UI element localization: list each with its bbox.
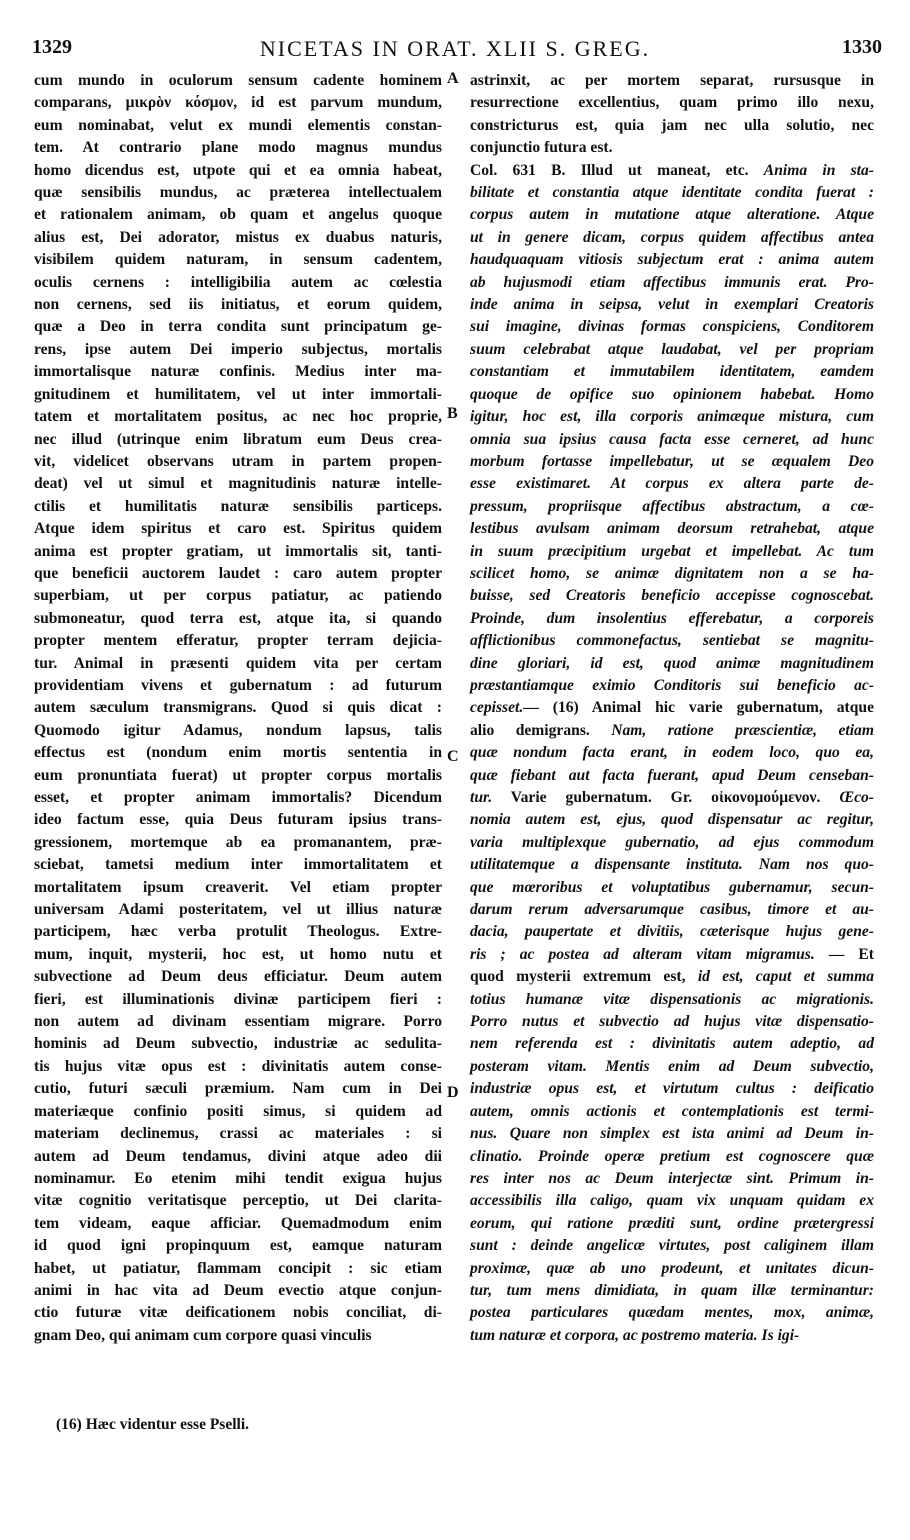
- italic-segment: quoque de opifice suo opinionem habebat. Homo: [470, 385, 874, 403]
- italic-segment: haudquaquam vitiosis subjectum erat : anima autem: [470, 251, 874, 269]
- text-line: esset, et propter animam immortalis? Dicendum: [34, 789, 442, 806]
- text-line: [470, 787, 874, 809]
- text-line: [470, 1213, 874, 1235]
- text-line: vit, videlicet observans utram in partem propen-: [34, 452, 442, 470]
- text-line: [470, 406, 874, 428]
- italic-segment: varia multiplexque gubernatio, ad ejus commodum: [470, 833, 874, 851]
- italic-segment: eorum, qui ratione præditi sunt, ordine prætergressi: [470, 1214, 874, 1232]
- text-line: anima est propter gratiam, ut immortalis sit, tanti-: [34, 542, 442, 560]
- text-segment: astrinxit, ac per mortem separat, rursusque in: [470, 72, 874, 89]
- text-line: [470, 316, 874, 338]
- text-line: [470, 742, 874, 764]
- text-line: [470, 966, 874, 988]
- italic-segment: res inter nos ac Deum interjectæ sint. Primum in-: [470, 1169, 874, 1187]
- page-number-right: 1330: [842, 36, 882, 58]
- italic-segment: utilitatemque a dispensante instituta. Nam nos quo-: [470, 856, 874, 874]
- text-segment: resurrectione excellentius, quam primo illo nexu,: [470, 94, 874, 112]
- italic-segment: tur.: [470, 789, 493, 806]
- italic-segment: tum naturæ et corpora, ac postremo materia. Is igi-: [470, 1326, 800, 1344]
- italic-segment: afflictionibus commonefactus, sentiebat se magnitu-: [470, 632, 874, 650]
- text-line: [470, 989, 874, 1011]
- text-line: providentiam vivens et gubernatum : ad futurum: [34, 676, 442, 694]
- text-line: [470, 1146, 874, 1168]
- text-line: propter mentem efferatur, propter terram dejicia-: [34, 632, 442, 650]
- footnote: (16) Hæc videntur esse Pselli.: [56, 1416, 250, 1433]
- text-line: [470, 765, 874, 787]
- italic-segment: accessibilis illa caligo, quam vix unquam quidam ex: [470, 1192, 874, 1210]
- text-line: [470, 272, 874, 294]
- italic-segment: bilitate et constantia atque identitate condita fuerat :: [470, 184, 874, 202]
- text-line: eum pronuntiata fuerat) ut propter corpus mortalis: [34, 766, 442, 784]
- text-line: comparans, μικρὸν κόσμον, id est parvum mundum,: [34, 94, 442, 112]
- text-line: [470, 1190, 874, 1212]
- text-segment: quod mysterii extremum est,: [470, 968, 698, 986]
- text-line: habet, ut patiatur, flammam concipit : sic etiam: [34, 1259, 442, 1277]
- text-line: eum nominabat, velut ex mundi elementis constan-: [34, 116, 442, 134]
- text-line: [470, 899, 874, 921]
- text-line: gnam Deo, qui animam cum corpore quasi vinculis: [34, 1326, 372, 1344]
- text-line: [470, 1280, 874, 1302]
- text-line: visibilem quidem naturam, in sensum cadentem,: [34, 251, 442, 269]
- italic-segment: buisse, sed Creatoris beneficio accepisse cognoscebat.: [470, 587, 874, 605]
- italic-segment: esse existimaret. At corpus ex altera parte de-: [470, 475, 874, 493]
- text-line: gnitudinem et humilitatem, vel ut inter immortali-: [34, 385, 442, 403]
- italic-segment: omnia sua ipsius causa facta esse cerneret, ad hunc: [470, 430, 874, 448]
- text-segment: Varie gubernatum. Gr. οἰκονομούμενον.: [492, 789, 840, 806]
- text-line: materiæque confinio positi simus, si quidem ad: [34, 1102, 442, 1120]
- text-line: [470, 182, 874, 204]
- italic-segment: lestibus avulsam animam deorsum retrahebat, atque: [470, 520, 874, 538]
- italic-segment: scilicet homo, se animæ dignitatem non a se ha-: [470, 564, 874, 582]
- italic-segment: Porro nutus et subvectio ad hujus vitæ dispensatio-: [470, 1013, 874, 1031]
- text-line: Atque idem spiritus et caro est. Spiritus quidem: [34, 520, 442, 538]
- text-line: fieri, est illuminationis divinæ participem fieri :: [34, 990, 442, 1008]
- text-line: effectus est (nondum enim mortis sententia in: [34, 744, 442, 762]
- text-segment: Col. 631 B. Illud ut maneat, etc.: [470, 161, 764, 179]
- text-line: [470, 720, 874, 742]
- left-column: [34, 70, 442, 1347]
- text-line: non cernens, sed iis initiatus, et eorum quidem,: [34, 296, 442, 314]
- text-line: nominamur. Eo etenim mihi tendit exigua hujus: [34, 1169, 442, 1187]
- text-line: mortalitatem ipsum creaverit. Vel etiam propter: [34, 878, 442, 896]
- italic-segment: posteram vitam. Mentis enim ad Deum subvectio,: [470, 1057, 874, 1075]
- italic-segment: que mœroribus et voluptatibus gubernamur, secun-: [470, 878, 874, 896]
- text-line: submoneatur, quod terra est, atque ita, si quando: [34, 609, 442, 627]
- text-line: alius est, Dei adorator, mistus ex duabus naturis,: [34, 228, 442, 246]
- text-line: [470, 1235, 874, 1257]
- text-line: [470, 518, 874, 540]
- page-number-left: 1329: [32, 36, 72, 58]
- text-line: id quod igni propinquum est, eamque naturam: [34, 1237, 442, 1255]
- text-line: quæ sensibilis mundus, ac præterea intellectualem: [34, 184, 442, 202]
- text-line: [470, 429, 874, 451]
- text-line: [470, 92, 874, 114]
- text-line: [470, 1078, 874, 1100]
- text-line: [470, 160, 874, 182]
- italic-segment: ut in genere dicam, corpus quidem affectibus antea: [470, 228, 874, 246]
- text-line: tatem et mortalitatem positus, ac nec hoc proprie,: [34, 408, 442, 426]
- text-line: materiam declinemus, crassi ac materiales : si: [34, 1125, 442, 1143]
- text-line: que beneficii auctorem laudet : caro autem propter: [34, 564, 442, 582]
- text-line: [470, 451, 874, 473]
- italic-segment: dine gloriari, id est, quod animæ magnitudinem: [470, 654, 874, 672]
- italic-segment: constantiam et immutabilem identitatem, eamdem: [470, 363, 874, 381]
- text-line: [470, 1056, 874, 1078]
- text-line: ctilis et humilitatis naturæ sensibilis particeps.: [34, 497, 442, 515]
- text-line: universam Adami posteritatem, vel ut illius naturæ: [34, 901, 442, 919]
- text-line: Quomodo igitur Adamus, nondum lapsus, talis: [34, 721, 442, 739]
- text-line: [470, 70, 874, 92]
- text-line: tem videam, eaque afficiar. Quemadmodum enim: [34, 1214, 442, 1232]
- text-line: [470, 541, 874, 563]
- text-line: tur. Animal in præsenti quidem vita per certam: [34, 654, 442, 672]
- text-line: nec illud (utrinque enim libratum eum Deus crea-: [34, 430, 442, 448]
- italic-segment: tur, tum mens dimidiata, in quam illæ terminantur:: [470, 1281, 874, 1299]
- italic-segment: nus. Quare non simplex est ista animi ad Deum in-: [470, 1125, 874, 1143]
- text-segment: alio demigrans.: [470, 721, 612, 739]
- text-line: [470, 630, 874, 652]
- italic-segment: ab hujusmodi etiam affectibus immunis erat. Pro-: [470, 273, 874, 291]
- text-segment: — (16) Animal hic varie gubernatum, atque: [523, 699, 874, 717]
- text-line: [470, 944, 874, 966]
- text-line: [470, 921, 874, 943]
- italic-segment: totius humanæ vitæ dispensationis ac migrationis.: [470, 990, 874, 1008]
- text-line: [470, 294, 874, 316]
- margin-letter-d: D: [447, 1084, 459, 1101]
- text-line: rens, ipse autem Dei imperio subjectus, mortalis: [34, 340, 442, 358]
- text-line: cum mundo in oculorum sensum cadente hominem: [34, 72, 442, 89]
- text-line: hominis ad Deum subvectio, industriæ ac sedulita-: [34, 1035, 442, 1053]
- italic-segment: Œco-: [839, 789, 874, 806]
- text-line: [470, 854, 874, 876]
- text-line: ideo factum esse, quia Deus futuram ipsius trans-: [34, 811, 442, 829]
- text-line: superbiam, ut per corpus patiatur, ac patiendo: [34, 587, 442, 605]
- text-line: [470, 115, 874, 137]
- text-line: vitæ cognitio veritatisque perceptio, ut Dei clarita-: [34, 1192, 442, 1210]
- italic-segment: quæ fiebant aut facta fuerant, apud Deum censeban-: [470, 766, 874, 784]
- text-line: [470, 339, 874, 361]
- text-line: mum, inquit, mysterii, hoc est, ut homo nutu et: [34, 945, 442, 963]
- margin-letter-b: B: [447, 405, 458, 422]
- running-title: NICETAS IN ORAT. XLII S. GREG.: [259, 36, 651, 61]
- italic-segment: Anima in sta-: [763, 161, 874, 179]
- italic-segment: clinatio. Proinde operæ pretium est cognoscere quæ: [470, 1147, 874, 1165]
- text-line: [470, 697, 874, 719]
- italic-segment: cepisset.: [470, 699, 524, 717]
- text-line: quæ a Deo in terra condita sunt principatum ge-: [34, 318, 442, 336]
- text-line: [470, 1123, 874, 1145]
- text-line: non autem ad divinam essentiam migrare. Porro: [34, 1013, 442, 1031]
- text-line: [470, 1302, 874, 1324]
- text-line: [470, 473, 874, 495]
- italic-segment: sunt : deinde angelicæ virtutes, post caliginem illam: [470, 1237, 874, 1255]
- italic-segment: dacia, paupertate et divitiis, cæterisque hujus gene-: [470, 923, 874, 941]
- italic-segment: morbum fortasse impellebatur, ut se æqualem Deo: [470, 452, 874, 470]
- text-segment: — Et: [814, 945, 874, 963]
- text-line: [470, 361, 874, 383]
- text-line: [470, 832, 874, 854]
- text-line: [470, 1325, 874, 1347]
- text-line: [470, 384, 874, 406]
- text-segment: conjunctio futura est.: [470, 139, 613, 157]
- text-line: [470, 137, 874, 159]
- text-line: participem, hæc verba protulit Theologus. Extre-: [34, 923, 442, 941]
- italic-segment: nomia autem est, ejus, quod dispensatur ac regitur,: [470, 811, 874, 829]
- italic-segment: quæ nondum facta erant, in eodem loco, quo ea,: [470, 744, 874, 762]
- italic-segment: præstantiamque eximio Conditoris sui beneficio ac-: [470, 676, 874, 694]
- italic-segment: sui imagine, divinas formas conspiciens, Conditorem: [470, 318, 874, 336]
- italic-segment: ris ; ac postea ad alteram vitam migramus.: [470, 945, 815, 963]
- text-line: [470, 877, 874, 899]
- italic-segment: autem, omnis actionis et contemplationis est termi-: [470, 1102, 874, 1120]
- italic-segment: inde anima in seipsa, velut in exemplari Creatoris: [470, 296, 874, 314]
- text-line: [470, 585, 874, 607]
- text-line: tis hujus vitæ opus est : divinitatis autem conse-: [34, 1057, 442, 1075]
- italic-segment: id est, caput et summa: [697, 968, 874, 986]
- text-line: animi in hac vita ad Deum evectio atque conjun-: [34, 1281, 442, 1299]
- italic-segment: igitur, hoc est, illa corporis animæque mistura, cum: [470, 408, 874, 426]
- text-line: [470, 1033, 874, 1055]
- italic-segment: darum rerum adversarumque casibus, timore et au-: [470, 901, 874, 919]
- text-line: oculis cernens : intelligibilia autem ac cœlestia: [34, 273, 442, 291]
- right-column: [470, 70, 874, 1347]
- margin-letter-a: A: [447, 70, 459, 87]
- italic-segment: pressum, propriisque affectibus abstractum, a cœ-: [470, 497, 874, 515]
- text-segment: constricturus est, quia jam nec ulla solutio, nec: [470, 116, 874, 134]
- text-line: [470, 496, 874, 518]
- italic-segment: corpus autem in mutatione atque alteratione. Atque: [470, 206, 874, 224]
- italic-segment: postea particulares quædam mentes, mox, animæ,: [470, 1304, 874, 1322]
- italic-segment: Proinde, dum insolentius efferebatur, a corporeis: [470, 609, 874, 627]
- text-line: et rationalem animam, ob quam et angelus quoque: [34, 206, 442, 224]
- text-line: sciebat, tametsi medium inter immortalitatem et: [34, 856, 442, 874]
- text-line: [470, 675, 874, 697]
- text-line: [470, 1101, 874, 1123]
- text-line: [470, 1168, 874, 1190]
- text-line: gressionem, mortemque ab ea promanantem, præ-: [34, 833, 442, 851]
- text-line: autem sæculum transmigrans. Quod si quis dicat :: [34, 699, 442, 717]
- running-header: [0, 30, 910, 66]
- text-line: [470, 653, 874, 675]
- margin-letter-c: C: [447, 748, 459, 765]
- text-line: ctio futuræ vitæ deificationem nobis conciliat, di-: [34, 1304, 442, 1322]
- text-line: [470, 1011, 874, 1033]
- text-line: autem ad Deum tendamus, divini atque adeo dii: [34, 1147, 442, 1165]
- italic-segment: nem referenda est : divinitatis autem adeptio, ad: [470, 1035, 874, 1053]
- text-line: cutio, futuri sæculi præmium. Nam cum in Dei: [34, 1080, 442, 1098]
- italic-segment: suum celebrabat atque laudabat, vel per propriam: [470, 340, 874, 358]
- text-line: [470, 249, 874, 271]
- text-line: [470, 227, 874, 249]
- italic-segment: Nam, ratione præscientiæ, etiam: [611, 721, 874, 739]
- text-line: homo dicendus est, utpote qui et ea omnia habeat,: [34, 161, 442, 179]
- text-line: deat) vel ut simul et magnitudinis naturæ intelle-: [34, 475, 442, 493]
- text-line: [470, 1258, 874, 1280]
- italic-segment: in suum præcipitium urgebat et impellebat. Ac tum: [470, 542, 874, 560]
- text-line: [470, 809, 874, 831]
- text-line: [470, 608, 874, 630]
- italic-segment: industriæ opus est, et virtutum cultus : deificatio: [470, 1080, 874, 1098]
- text-line: immortalisque naturæ confinis. Medius inter ma-: [34, 363, 442, 381]
- text-line: tem. At contrario plane modo magnus mundus: [34, 139, 442, 157]
- text-line: [470, 563, 874, 585]
- text-line: [470, 204, 874, 226]
- italic-segment: proximæ, quæ ab uno prodeunt, et unitates dicun-: [470, 1259, 874, 1277]
- text-line: subvectione ad Deum deus efficiatur. Deum autem: [34, 968, 442, 986]
